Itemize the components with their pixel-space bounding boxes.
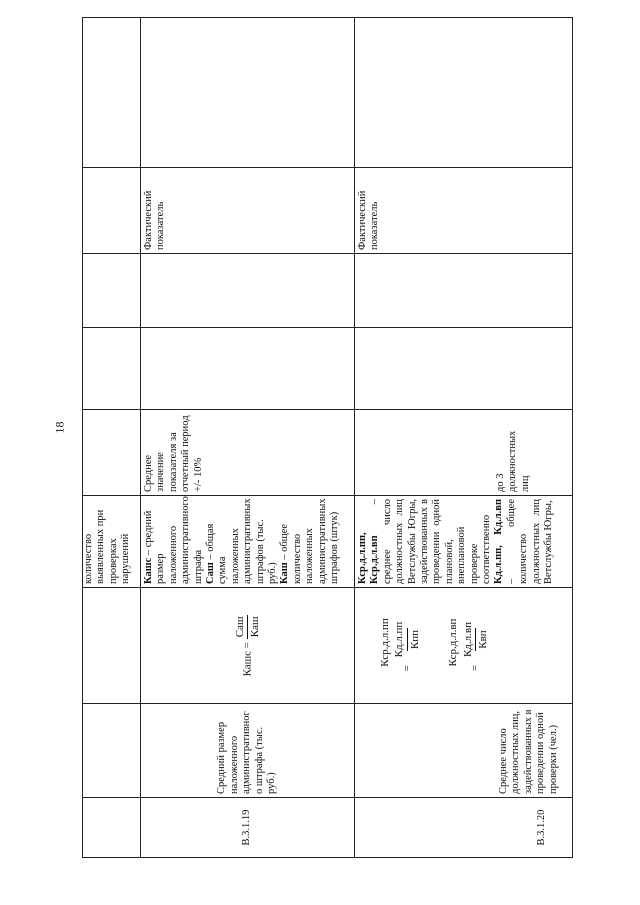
desc-text: – средний размер наложенного административного штрафа — [143, 496, 204, 584]
formula-numerator: Сaш — [233, 616, 246, 638]
cell-target — [83, 410, 141, 496]
page-number: 18 — [52, 421, 67, 434]
formula-fraction — [393, 620, 421, 660]
row-empty-2 — [141, 254, 355, 328]
cell-indicator — [83, 704, 141, 798]
desc-term: Кд.л.пп, Кд.л.вп — [493, 499, 505, 584]
formula-numerator: Кд.л.пп — [393, 621, 406, 658]
cell-formula — [83, 588, 141, 704]
formula-fraction — [462, 620, 490, 659]
desc-term: Сaш — [205, 562, 217, 584]
row-empty-1 — [355, 328, 573, 410]
row-target — [355, 410, 573, 496]
row-source: Фактический показатель — [355, 168, 573, 254]
cell-empty-3 — [83, 18, 141, 168]
formula-eq: = — [400, 665, 413, 672]
formula-eq: = — [469, 664, 482, 671]
row-indicator — [355, 704, 573, 798]
row-source: Фактический показатель — [141, 168, 355, 254]
row-empty-3 — [141, 18, 355, 168]
row-description — [355, 496, 573, 588]
row-formula — [355, 588, 573, 704]
formula-lhs: Кср.д.л.пп — [379, 618, 391, 667]
row-indicator-text: Среднее число должностных лиц, задействованных в проведении одной проверки (чел.) — [497, 709, 559, 794]
cell-source — [83, 168, 141, 254]
description-text: количество выявленных при проверках нарушений — [83, 509, 132, 584]
cell-description — [83, 496, 141, 588]
row-formula — [141, 588, 355, 704]
desc-term: Кср.д.л.вп — [369, 535, 381, 584]
row-target-text: до 3 должностных лиц — [494, 430, 531, 492]
formula-denominator: Квп — [477, 630, 490, 649]
table-row-b3120 — [355, 18, 573, 858]
desc-text: – среднее число должностных лиц Ветслужбы Югры, задействованных в проведении одной плановой, внеплановой проверке соответственно — [369, 499, 493, 584]
row-code: B.3.1.19 — [141, 798, 355, 858]
row-target: Среднее значение показателя за отчетный период +/- 10% — [141, 410, 355, 496]
desc-term: Каш — [279, 562, 291, 584]
formula-denominator: Кaш — [249, 616, 261, 638]
row-empty-3 — [355, 18, 573, 168]
row-code-text: B.3.1.20 — [535, 809, 547, 846]
desc-text: – общая сумма наложенных административных штрафов (тыс. руб.) — [205, 498, 279, 584]
desc-text: – общее количество должностных лиц Ветслужбы Югры, — [505, 499, 555, 584]
cell-code — [83, 798, 141, 858]
desc-text: – общее количество наложенных административных штрафов (штук) — [279, 498, 341, 584]
row-empty-1 — [141, 328, 355, 410]
table-row-b3119 — [141, 18, 355, 858]
indicators-table — [82, 17, 573, 858]
formula-unplanned — [447, 591, 489, 700]
desc-term: Кср.д.л.пп, — [357, 532, 368, 584]
rotated-table-page — [82, 18, 572, 858]
formula-fraction — [234, 615, 262, 640]
row-empty-2 — [355, 254, 573, 328]
formula-numerator: Кд.л.вп — [461, 622, 474, 658]
row-code — [355, 798, 573, 858]
desc-term: Кашс — [143, 557, 154, 584]
cell-empty-1 — [83, 328, 141, 410]
row-indicator: Средний размер наложенного административног о штрафа (тыс. руб.) — [141, 704, 355, 798]
formula-denominator: Кпп — [408, 629, 421, 650]
formula-lhs: Кср.д.л.вп — [447, 618, 460, 667]
row-description — [141, 496, 355, 588]
formula-lhs: Кашс = — [241, 642, 254, 677]
cell-empty-2 — [83, 254, 141, 328]
formula-planned — [379, 591, 421, 700]
table-row — [83, 18, 141, 858]
